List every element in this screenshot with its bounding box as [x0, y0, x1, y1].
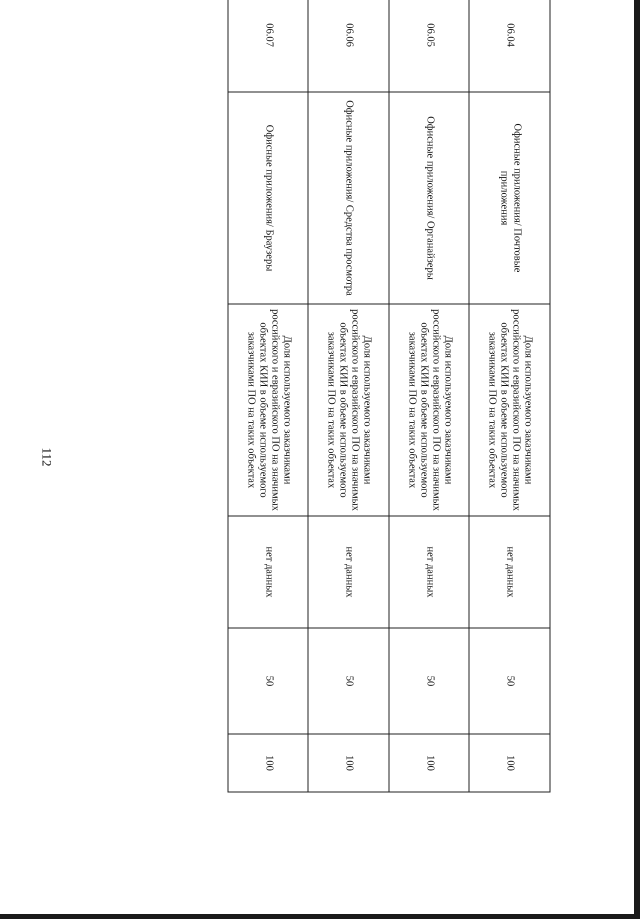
row-base-value: нет данных: [309, 516, 390, 628]
page-edge-shadow-bottom: [0, 914, 640, 919]
page-number: [40, 437, 54, 477]
row-target-mid: 50: [309, 628, 390, 734]
page-number-text: 112: [40, 447, 55, 467]
row-code: 06.06: [309, 0, 390, 92]
row-target-mid: 50: [228, 628, 309, 734]
row-base-value: нет данных: [228, 516, 309, 628]
row-code: 06.07: [228, 0, 309, 92]
row-indicator: Доля используемого заказчиками российского и евразийского ПО на значимых объектах КИИ в объеме используемого заказчиками ПО на таких объектах: [470, 304, 551, 516]
row-code: 06.05: [389, 0, 470, 92]
row-category: Офисные приложения/ Почтовые приложения: [470, 92, 551, 304]
indicator-table: [228, 0, 551, 792]
table-row: [470, 0, 551, 792]
row-base-value: нет данных: [389, 516, 470, 628]
row-indicator: Доля используемого заказчиками российского и евразийского ПО на значимых объектах КИИ в объеме используемого заказчиками ПО на таких объектах: [228, 304, 309, 516]
row-target-mid: 50: [470, 628, 551, 734]
row-category: Офисные приложения/ Органайзеры: [389, 92, 470, 304]
row-target-final: 100: [389, 734, 470, 792]
row-target-final: 100: [228, 734, 309, 792]
row-category: Офисные приложения/ Браузеры: [228, 92, 309, 304]
page-edge-shadow: [634, 0, 640, 919]
table-container: [228, 0, 551, 791]
row-category: Офисные приложения/ Средства просмотра: [309, 92, 390, 304]
row-base-value: нет данных: [470, 516, 551, 628]
table-row: [228, 0, 309, 792]
row-code: 06.04: [470, 0, 551, 92]
row-target-final: 100: [470, 734, 551, 792]
table-row: [389, 0, 470, 792]
row-target-final: 100: [309, 734, 390, 792]
table-row: [309, 0, 390, 792]
row-indicator: Доля используемого заказчиками российского и евразийского ПО на значимых объектах КИИ в объеме используемого заказчиками ПО на таких объектах: [309, 304, 390, 516]
row-target-mid: 50: [389, 628, 470, 734]
row-indicator: Доля используемого заказчиками российского и евразийского ПО на значимых объектах КИИ в объеме используемого заказчиками ПО на таких объектах: [389, 304, 470, 516]
